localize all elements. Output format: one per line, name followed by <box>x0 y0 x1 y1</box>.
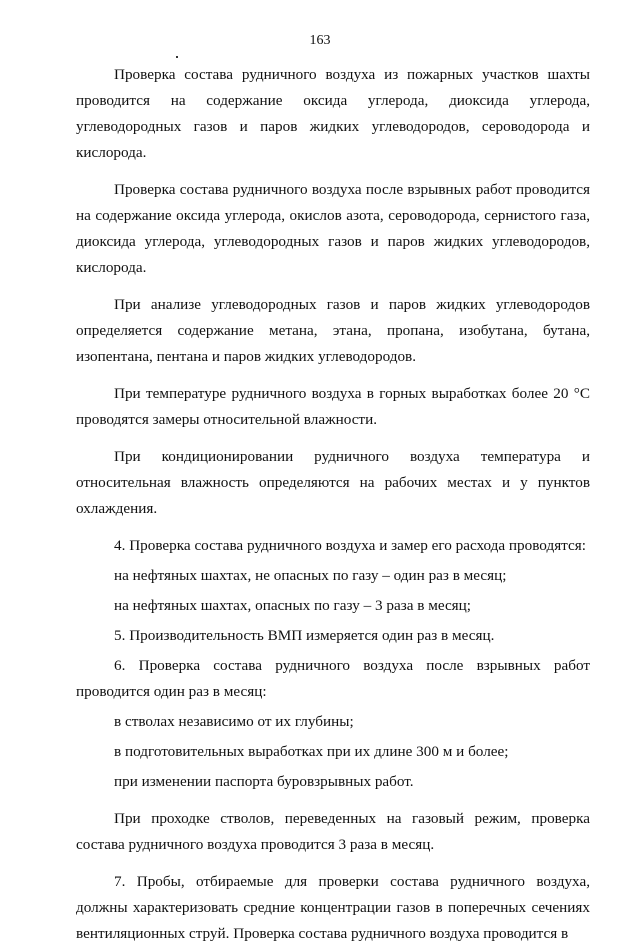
paragraph-item-7: 7. Пробы, отбираемые для проверки состава рудничного воздуха, должны характеризовать средние концентрации газов в поперечных сечениях вентиляционных струй. Проверка состава рудничного воздуха проводится в <box>76 873 590 942</box>
list-item-gassy: на нефтяных шахтах, опасных по газу – 3 раза в месяц; <box>114 597 472 614</box>
list-item-shafts: в стволах независимо от их глубины; <box>114 713 354 730</box>
scan-speck <box>176 56 178 58</box>
paragraph-fire-areas: Проверка состава рудничного воздуха из пожарных участков шахты проводится на содержание оксида углерода, диоксида углерода, углеводородных газов и паров жидких углеводородов, сероводорода и кислорода. <box>76 66 590 161</box>
list-item-development: в подготовительных выработках при их длине 300 м и более; <box>114 743 509 760</box>
paragraph-after-blasting: Проверка состава рудничного воздуха после взрывных работ проводится на содержание оксида углерода, окислов азота, сероводорода, сернистого газа, диоксида углерода, углеводородных газов и паров жидких углеводородов, кислорода. <box>76 181 590 276</box>
paragraph-item-5: 5. Производительность ВМП измеряется один раз в месяц. <box>114 627 495 644</box>
paragraph-shaft-sinking: При проходке стволов, переведенных на газовый режим, проверка состава рудничного воздуха проводится 3 раза в месяц. <box>76 810 590 853</box>
paragraph-conditioning: При кондиционировании рудничного воздуха температура и относительная влажность определяются на рабочих местах и у пунктов охлаждения. <box>76 448 590 517</box>
paragraph-hydrocarbon-analysis: При анализе углеводородных газов и паров жидких углеводородов определяется содержание метана, этана, пропана, изобутана, бутана, изопентана, пентана и паров жидких углеводородов. <box>76 296 590 365</box>
list-item-passport: при изменении паспорта буровзрывных работ. <box>114 773 414 790</box>
paragraph-item-6: 6. Проверка состава рудничного воздуха после взрывных работ проводится один раз в месяц: <box>76 657 590 700</box>
list-item-non-gassy: на нефтяных шахтах, не опасных по газу – один раз в месяц; <box>114 567 507 584</box>
paragraph-item-4: 4. Проверка состава рудничного воздуха и замер его расхода проводятся: <box>114 537 586 554</box>
paragraph-humidity: При температуре рудничного воздуха в горных выработках более 20 °С проводятся замеры относительной влажности. <box>76 385 590 428</box>
document-body <box>76 62 590 947</box>
page-number: 163 <box>309 33 331 48</box>
